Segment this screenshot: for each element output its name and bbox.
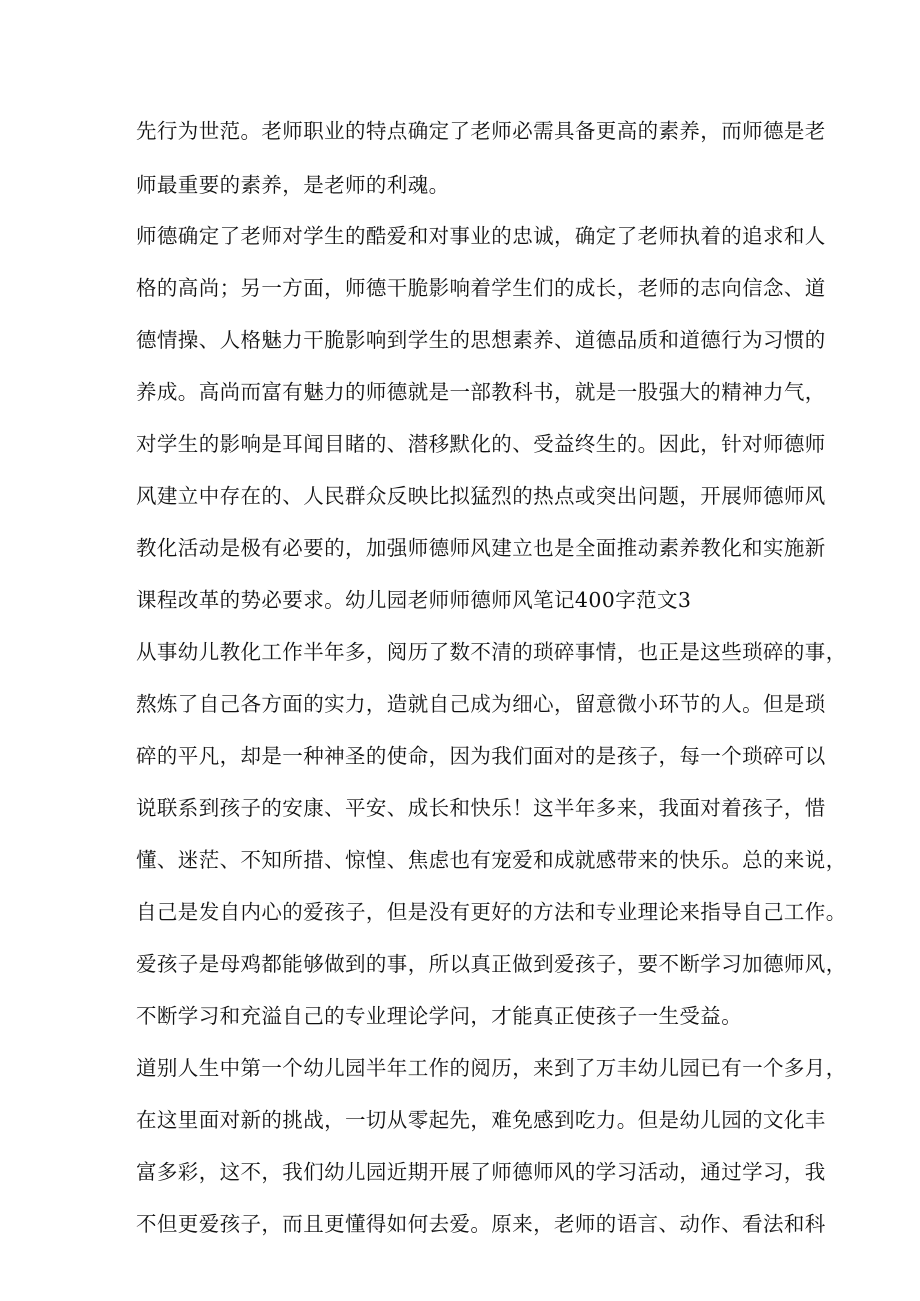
text-line: 德情操、人格魅力干脆影响到学生的思想素养、道德品质和道德行为习惯的 [136,328,826,352]
text-line: 不断学习和充溢自己的专业理论学问，才能真正使孩子一生受益。 [136,1004,743,1028]
text-line: 师最重要的素养，是老师的利魂。 [136,173,450,197]
text-line: 爱孩子是母鸡都能够做到的事，所以真正做到爱孩子，要不断学习加德师风， [136,952,847,976]
text-line: 熬炼了自己各方面的实力，造就自己成为细心，留意微小环节的人。但是琐 [136,692,826,716]
text-line: 道别人生中第一个幼儿园半年工作的阅历，来到了万丰幼儿园已有一个多月， [136,1056,847,1080]
text-line: 课程改革的势必要求。幼儿园老师师德师风笔记400字范文3 [136,588,692,612]
text-line: 碎的平凡，却是一种神圣的使命，因为我们面对的是孩子，每一个琐碎可以 [136,744,826,768]
text-line: 不但更爱孩子，而且更懂得如何去爱。原来，老师的语言、动作、看法和科 [136,1212,826,1236]
text-line: 富多彩，这不，我们幼儿园近期开展了师德师风的学习活动，通过学习，我 [136,1160,826,1184]
text-line: 在这里面对新的挑战，一切从零起先，难免感到吃力。但是幼儿园的文化丰 [136,1108,826,1132]
text-line: 自己是发自内心的爱孩子，但是没有更好的方法和专业理论来指导自己工作。 [136,900,847,924]
text-line: 从事幼儿教化工作半年多，阅历了数不清的琐碎事情，也正是这些琐碎的事， [136,640,847,664]
text-line: 说联系到孩子的安康、平安、成长和快乐！这半年多来，我面对着孩子，惜 [136,796,826,820]
text-line: 格的高尚；另一方面，师德干脆影响着学生们的成长，老师的志向信念、道 [136,276,826,300]
text-line: 师德确定了老师对学生的酷爱和对事业的忠诚，确定了老师执着的追求和人 [136,224,826,248]
text-line: 风建立中存在的、人民群众反映比拟猛烈的热点或突出问题，开展师德师风 [136,484,826,508]
text-line: 懂、迷茫、不知所措、惊惶、焦虑也有宠爱和成就感带来的快乐。总的来说， [136,848,847,872]
text-line: 养成。高尚而富有魅力的师德就是一部教科书，就是一股强大的精神力气， [136,380,826,404]
text-line: 对学生的影响是耳闻目睹的、潜移默化的、受益终生的。因此，针对师德师 [136,432,826,456]
text-line: 教化活动是极有必要的，加强师德师风建立也是全面推动素养教化和实施新 [136,536,826,560]
text-line: 先行为世范。老师职业的特点确定了老师必需具备更高的素养，而师德是老 [136,119,826,143]
